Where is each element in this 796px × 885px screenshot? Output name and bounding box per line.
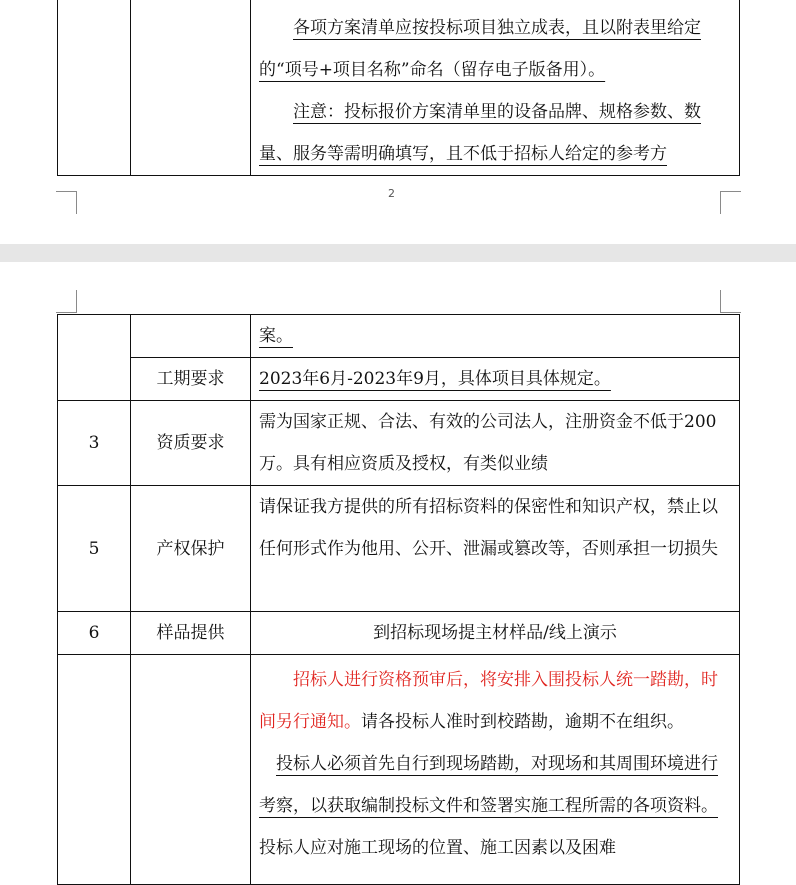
page-2-bottom: [0, 0, 796, 244]
table-cell-item: 资质要求: [131, 401, 251, 486]
table-cell-content: 案。: [251, 315, 740, 358]
page-corner-mark: [56, 290, 77, 313]
table-row: [58, 401, 740, 486]
table-cell-item: [131, 0, 251, 176]
table-cell-item: 样品提供: [131, 612, 251, 655]
page-number: 2: [388, 187, 395, 200]
table-cell-content: 请保证我方提供的所有招标资料的保密性和知识产权，禁止以任何形式作为他用、公开、泄漏或篡改等，否则承担一切损失: [251, 486, 740, 612]
table-cell-no: 3: [58, 401, 131, 486]
table-cell-item: [131, 315, 251, 358]
table-row: [58, 655, 740, 885]
table-cell-no: [58, 315, 131, 401]
table-cell-item: 工期要求: [131, 358, 251, 401]
table-row: [58, 358, 740, 401]
site-survey-continued: 投标人应对施工现场的位置、施工因素以及困难: [259, 838, 616, 858]
table-cell-no: 6: [58, 612, 131, 655]
table-cell-content: 2023年6月-2023年9月，具体项目具体规定。: [251, 358, 740, 401]
page-3-top: [0, 262, 796, 861]
page-corner-mark: [56, 191, 77, 214]
table-cell-no: [58, 655, 131, 885]
page-separator: [0, 244, 796, 262]
table-cell-no: [58, 0, 131, 176]
table-cell-content: 需为国家正规、合法、有效的公司法人，注册资金不低于200万。具有相应资质及授权，有类似业绩: [251, 401, 740, 486]
list-file-naming-note: 各项方案清单应按投标项目独立成表，且以附表里给定的“项号+项目名称”命名（留存电子版备用）。: [259, 18, 701, 80]
table-row: [58, 486, 740, 612]
table-row: [58, 315, 740, 358]
pricing-note: 注意：投标报价方案清单里的设备品牌、规格参数、数量、服务等需明确填写，且不低于招标人给定的参考方: [259, 102, 701, 164]
page-corner-mark: [720, 290, 741, 313]
table-cell-content: 到招标现场提主材样品/线上演示: [251, 612, 740, 655]
table-row: [58, 612, 740, 655]
page-corner-mark: [720, 191, 741, 214]
site-visit-notice: 招标人进行资格预审后，将安排入围投标人统一踏勘，时间另行通知。: [259, 670, 718, 732]
site-visit-instruction: 请各投标人准时到校踏勘，逾期不在组织。: [361, 712, 684, 732]
table-cell-item: [131, 655, 251, 885]
site-survey-requirement: 投标人必须首先自行到现场踏勘，对现场和其周围环境进行考察，以获取编制投标文件和签署实施工程所需的各项资料。: [259, 754, 718, 816]
requirements-table-part2: [57, 314, 740, 885]
table-cell-no: 5: [58, 486, 131, 612]
table-cell-content: [251, 0, 740, 176]
table-cell-content: [251, 655, 740, 885]
table-cell-item: 产权保护: [131, 486, 251, 612]
requirements-table-part1: [57, 0, 740, 176]
